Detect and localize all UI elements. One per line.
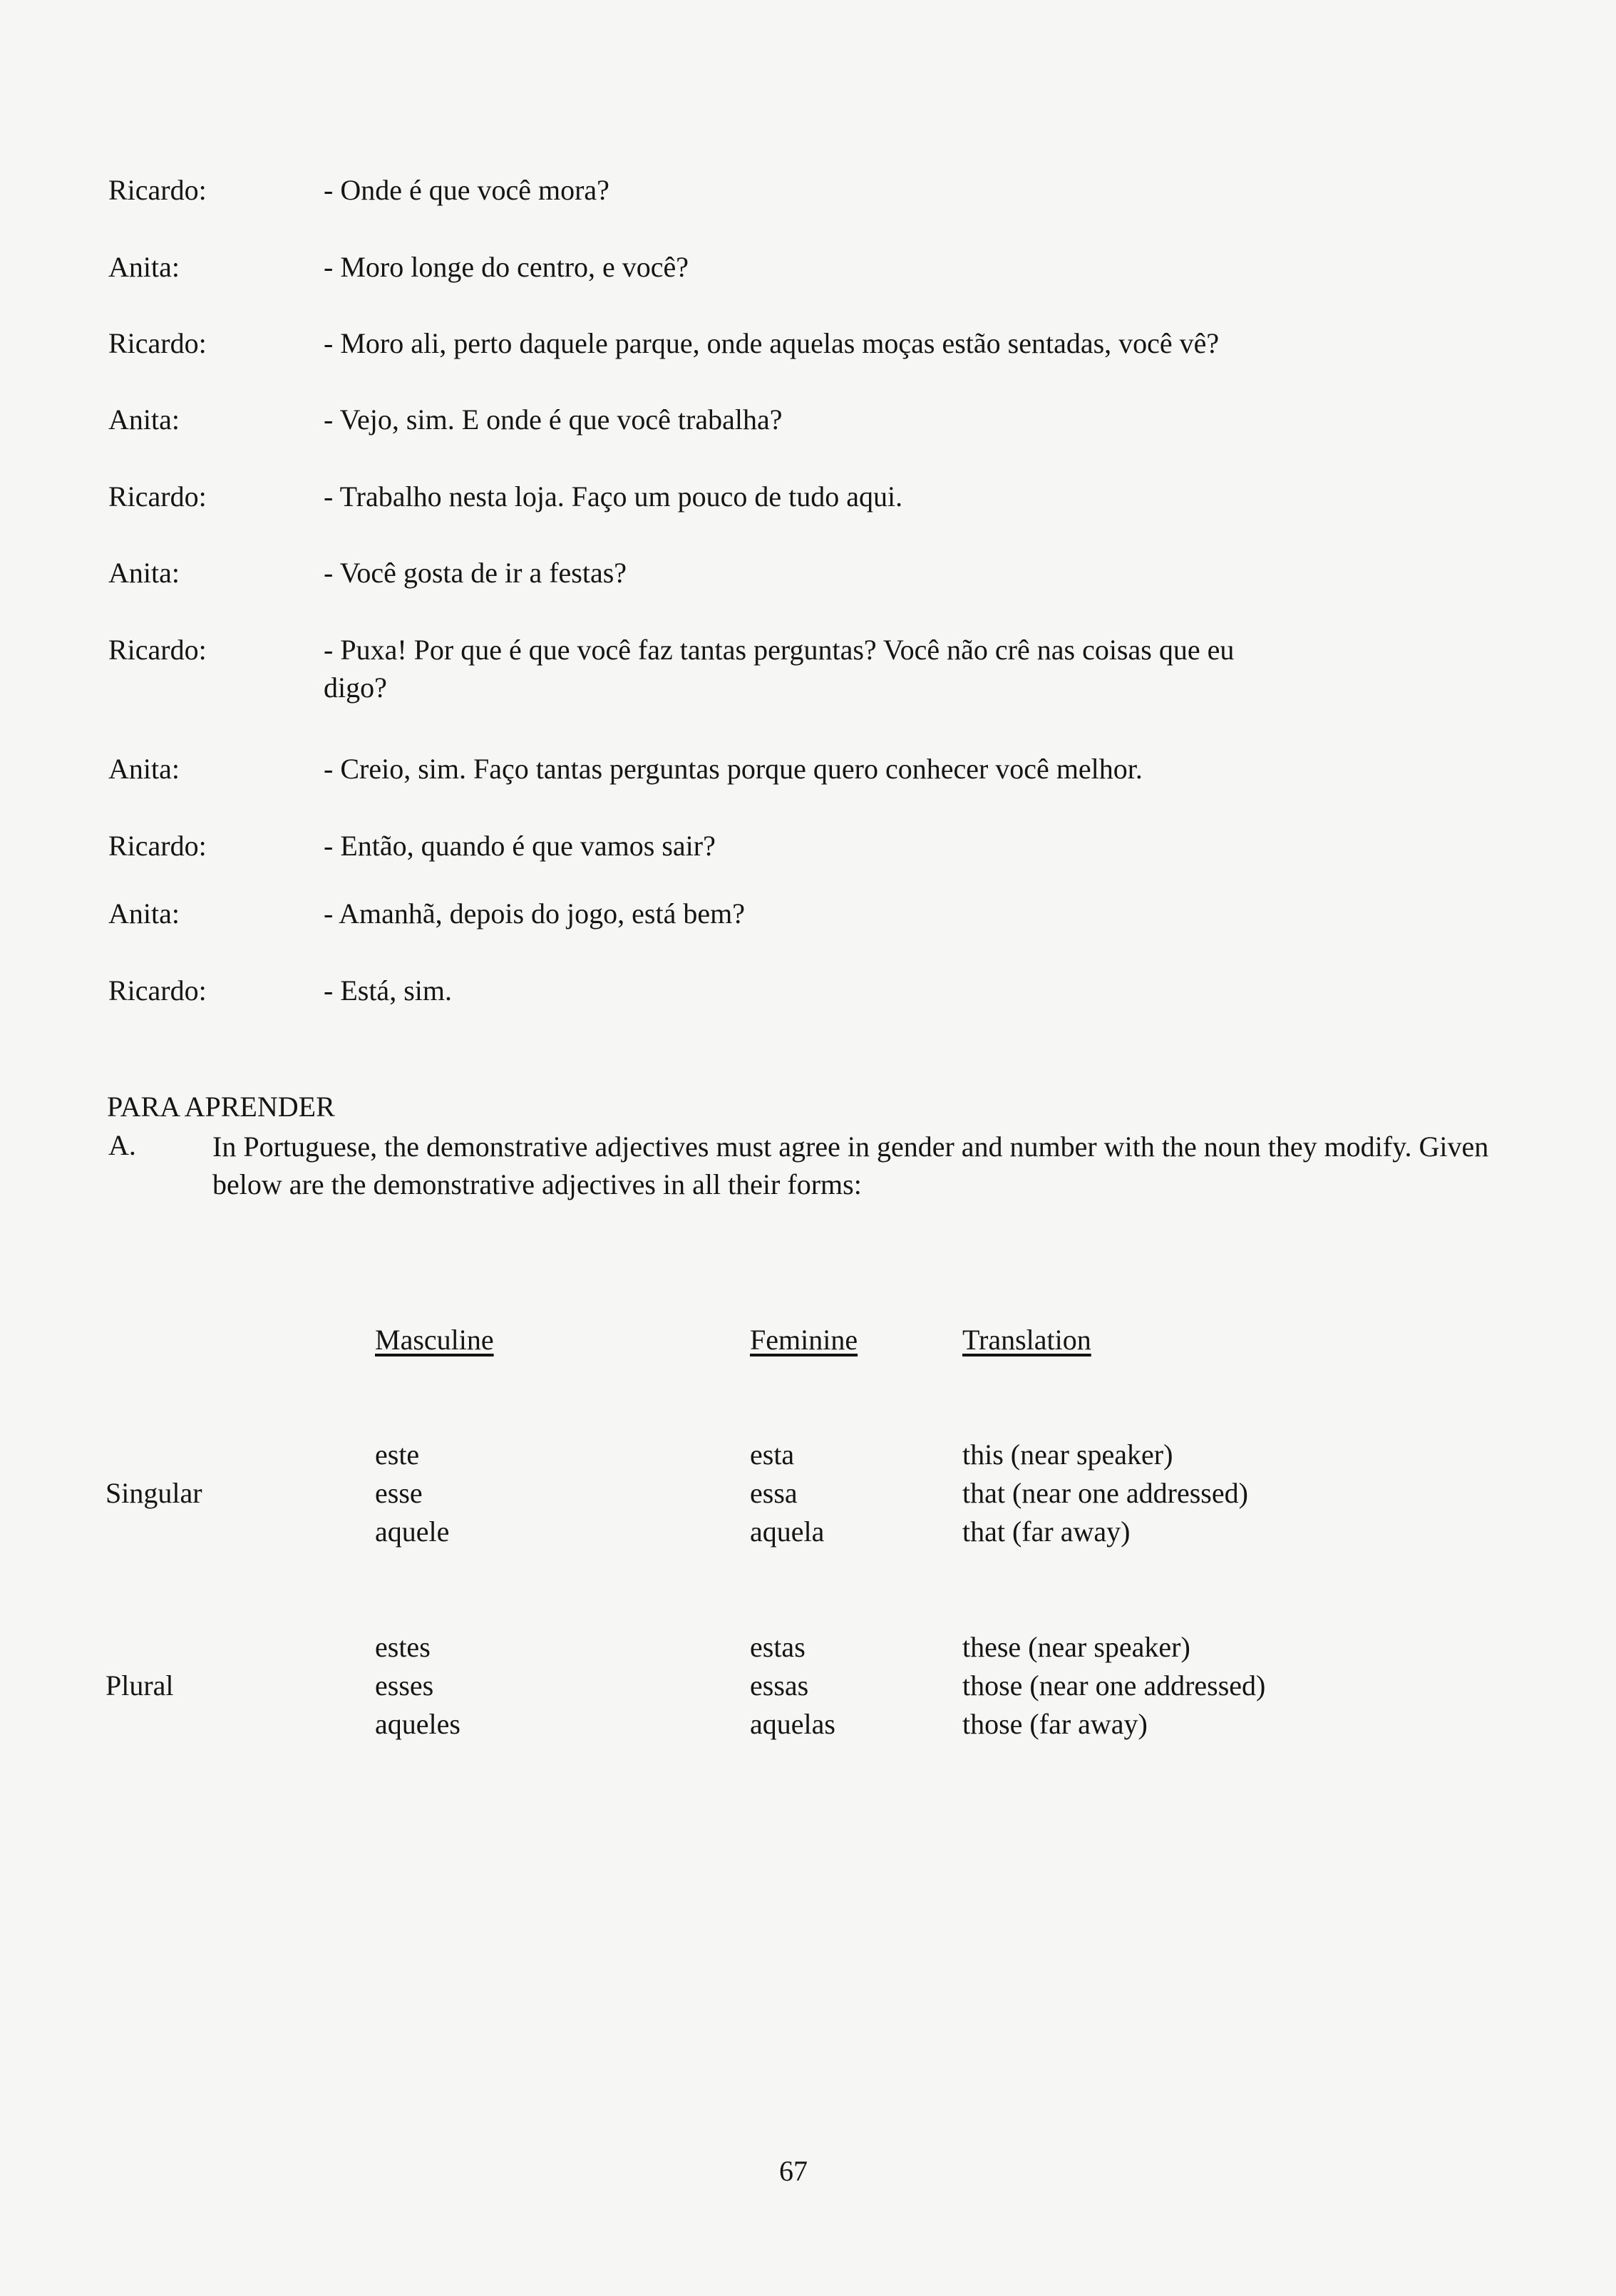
section-title: PARA APRENDER: [107, 1091, 335, 1123]
table-cell-translation: those (far away): [962, 1708, 1148, 1740]
row-group-label-plural: Plural: [105, 1669, 174, 1702]
dialogue-line: - Então, quando é que vamos sair?: [324, 830, 716, 862]
table-cell-feminine: essa: [750, 1477, 798, 1509]
dialogue-line: - Creio, sim. Faço tantas perguntas porque quero conhecer você melhor.: [324, 753, 1143, 785]
table-cell-feminine: aquela: [750, 1515, 825, 1548]
table-cell-masculine: estes: [375, 1631, 431, 1663]
table-cell-masculine: aquele: [375, 1515, 450, 1548]
speaker-label: Anita:: [108, 251, 180, 283]
dialogue-line: - Onde é que você mora?: [324, 174, 609, 206]
column-header-feminine: Feminine: [750, 1324, 858, 1356]
dialogue-line: - Você gosta de ir a festas?: [324, 557, 627, 589]
dialogue-line: - Moro ali, perto daquele parque, onde aquelas moças estão sentadas, você vê?: [324, 327, 1220, 359]
speaker-label: Ricardo:: [108, 830, 207, 862]
table-cell-feminine: essas: [750, 1669, 809, 1702]
table-cell-masculine: esses: [375, 1669, 434, 1702]
column-header-translation: Translation: [962, 1324, 1091, 1356]
speaker-label: Ricardo:: [108, 480, 207, 513]
dialogue-line: - Trabalho nesta loja. Faço um pouco de tudo aqui.: [324, 480, 903, 513]
table-cell-masculine: aqueles: [375, 1708, 460, 1740]
speaker-label: Ricardo:: [108, 974, 207, 1007]
column-header-masculine: Masculine: [375, 1324, 494, 1356]
dialogue-line-continuation: digo?: [324, 671, 387, 704]
table-cell-translation: that (far away): [962, 1515, 1131, 1548]
table-cell-feminine: esta: [750, 1438, 795, 1471]
speaker-label: Anita:: [108, 403, 180, 436]
row-group-label-singular: Singular: [105, 1477, 202, 1509]
table-cell-translation: those (near one addressed): [962, 1669, 1266, 1702]
speaker-label: Ricardo:: [108, 174, 207, 206]
table-cell-feminine: aquelas: [750, 1708, 835, 1740]
paragraph-letter: A.: [108, 1129, 136, 1161]
dialogue-line: - Amanhã, depois do jogo, está bem?: [324, 897, 745, 930]
speaker-label: Ricardo:: [108, 634, 207, 666]
speaker-label: Anita:: [108, 557, 180, 589]
table-cell-translation: this (near speaker): [962, 1438, 1173, 1471]
speaker-label: Anita:: [108, 897, 180, 930]
dialogue-line: - Moro longe do centro, e você?: [324, 251, 689, 283]
table-cell-feminine: estas: [750, 1631, 806, 1663]
speaker-label: Ricardo:: [108, 327, 207, 359]
speaker-label: Anita:: [108, 753, 180, 785]
page-number: 67: [779, 2155, 808, 2187]
table-cell-masculine: este: [375, 1438, 420, 1471]
table-cell-translation: that (near one addressed): [962, 1477, 1248, 1509]
dialogue-line: - Vejo, sim. E onde é que você trabalha?: [324, 403, 783, 436]
table-cell-masculine: esse: [375, 1477, 423, 1509]
dialogue-line: - Está, sim.: [324, 974, 452, 1007]
dialogue-line: - Puxa! Por que é que você faz tantas perguntas? Você não crê nas coisas que eu: [324, 634, 1235, 666]
table-cell-translation: these (near speaker): [962, 1631, 1190, 1663]
paragraph-text: In Portuguese, the demonstrative adjectives must agree in gender and number with the noun they modify. Given below are the demonstrative adjectives in all their forms:: [212, 1131, 1489, 1200]
